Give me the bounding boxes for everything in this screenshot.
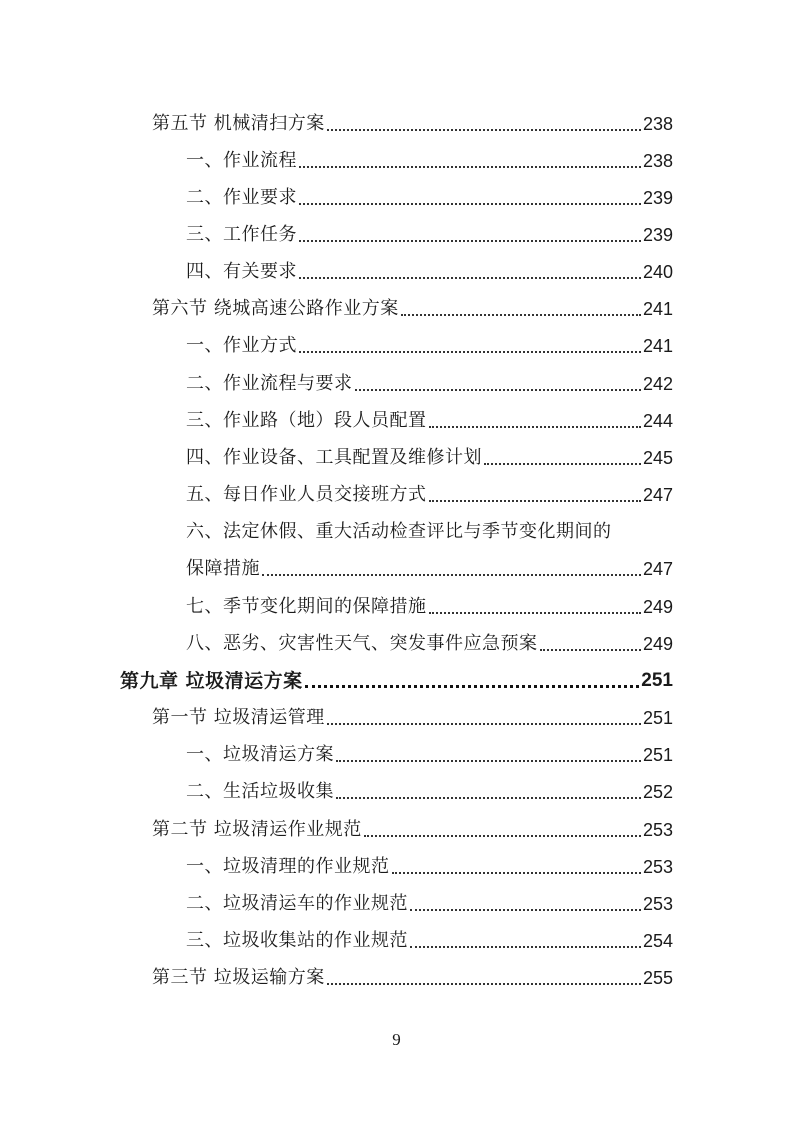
toc-leader-dots [540, 631, 641, 657]
toc-page-number: 252 [642, 782, 673, 802]
toc-entry-label: 一、作业流程 [186, 150, 297, 171]
toc-entry-item[interactable] [186, 434, 673, 471]
toc-page-number: 254 [642, 931, 673, 951]
toc-page-number: 241 [642, 336, 673, 356]
toc-entry-item[interactable] [186, 731, 673, 768]
toc-entry-label: 第三节 垃圾运输方案 [152, 967, 325, 988]
toc-entry-label: 二、生活垃圾收集 [186, 781, 334, 802]
toc-leader-dots [429, 482, 641, 508]
toc-entry-item[interactable] [186, 397, 673, 434]
toc-leader-dots [410, 928, 641, 954]
toc-entry-item[interactable] [186, 768, 673, 805]
toc-entry-section[interactable] [152, 806, 673, 843]
toc-leader-dots [484, 445, 641, 471]
toc-entry-label: 六、法定休假、重大活动检查评比与季节变化期间的 [186, 521, 612, 542]
toc-entry-item[interactable] [186, 322, 673, 359]
toc-entry-item[interactable] [186, 471, 673, 508]
toc-leader-dots [429, 594, 641, 620]
toc-page-number: 251 [642, 745, 673, 765]
toc-page-number: 242 [642, 374, 673, 394]
toc-entry-label: 二、作业流程与要求 [186, 373, 353, 394]
toc-page-number: 238 [642, 151, 673, 171]
toc-entry-item[interactable] [186, 174, 673, 211]
toc-leader-dots [262, 556, 641, 582]
toc-entry-item[interactable] [186, 137, 673, 174]
toc-entry-label: 第五节 机械清扫方案 [152, 113, 325, 134]
toc-entry-item[interactable] [186, 211, 673, 248]
toc-leader-dots [364, 817, 641, 843]
toc-leader-dots [299, 148, 641, 174]
toc-leader-dots [299, 333, 641, 359]
toc-leader-dots [299, 185, 641, 211]
toc-entry-continuation[interactable] [186, 545, 673, 582]
toc-leader-dots [392, 854, 641, 880]
toc-entry-label: 第二节 垃圾清运作业规范 [152, 819, 362, 840]
toc-entry-item[interactable] [186, 248, 673, 285]
toc-page-number: 239 [642, 225, 673, 245]
toc-page-number: 244 [642, 411, 673, 431]
toc-entry-section[interactable] [152, 694, 673, 731]
toc-entry-item[interactable] [186, 880, 673, 917]
toc-entry-label: 二、垃圾清运车的作业规范 [186, 893, 408, 914]
toc-entry-label: 五、每日作业人员交接班方式 [186, 484, 427, 505]
toc-leader-dots [336, 779, 641, 805]
toc-leader-dots [429, 408, 641, 434]
toc-page-number: 253 [642, 857, 673, 877]
toc-page-number: 253 [642, 820, 673, 840]
toc-entry-item[interactable] [186, 917, 673, 954]
toc-entry-label: 第九章 垃圾清运方案 [120, 670, 303, 692]
toc-page-number: 253 [642, 894, 673, 914]
toc-page-number: 249 [642, 597, 673, 617]
toc-page-number: 241 [642, 299, 673, 319]
toc-leader-dots [336, 742, 641, 768]
toc-entry-label: 三、作业路（地）段人员配置 [186, 410, 427, 431]
toc-entry-label: 四、作业设备、工具配置及维修计划 [186, 447, 482, 468]
page-number-footer: 9 [392, 1030, 401, 1049]
toc-page-number: 251 [642, 708, 673, 728]
toc-page-number: 238 [642, 114, 673, 134]
toc-entry-label: 四、有关要求 [186, 261, 297, 282]
toc-entry-label: 三、垃圾收集站的作业规范 [186, 930, 408, 951]
toc-entry-label: 一、垃圾清理的作业规范 [186, 856, 390, 877]
toc-leader-dots [355, 371, 641, 397]
toc-leader-dots [327, 705, 641, 731]
toc-leader-dots [401, 296, 641, 322]
toc-entry-item[interactable] [186, 843, 673, 880]
toc-entry-section[interactable] [152, 285, 673, 322]
toc-leader-dots [299, 259, 641, 285]
toc-entry-chapter[interactable] [120, 657, 673, 694]
toc-entry-label: 保障措施 [186, 558, 260, 579]
toc-entry-item[interactable] [186, 360, 673, 397]
toc-entry-label: 二、作业要求 [186, 187, 297, 208]
toc-entry-label: 一、垃圾清运方案 [186, 744, 334, 765]
toc-page-number: 247 [642, 485, 673, 505]
toc-page-number: 247 [642, 559, 673, 579]
toc-entry-label: 三、工作任务 [186, 224, 297, 245]
toc-entry-label: 第六节 绕城高速公路作业方案 [152, 298, 399, 319]
toc-page-number: 249 [642, 634, 673, 654]
toc-entry-label: 八、恶劣、灾害性天气、突发事件应急预案 [186, 633, 538, 654]
toc-entry-item[interactable] [186, 583, 673, 620]
toc-leader-dots [299, 222, 641, 248]
toc-page-number: 239 [642, 188, 673, 208]
toc-entry-label: 一、作业方式 [186, 335, 297, 356]
toc-page-number: 245 [642, 448, 673, 468]
toc-leader-dots [305, 668, 640, 694]
toc-page-number: 251 [641, 670, 673, 691]
toc-page-number: 255 [642, 968, 673, 988]
toc-page-number: 240 [642, 262, 673, 282]
toc-leader-dots [327, 965, 641, 991]
toc-entry-section[interactable] [152, 954, 673, 991]
toc-entry-item[interactable] [186, 508, 673, 545]
toc-leader-dots [410, 891, 641, 917]
toc-entry-label: 第一节 垃圾清运管理 [152, 707, 325, 728]
toc-entry-section[interactable] [152, 100, 673, 137]
toc-entry-label: 七、季节变化期间的保障措施 [186, 596, 427, 617]
toc-leader-dots [327, 111, 641, 137]
toc-entry-item[interactable] [186, 620, 673, 657]
